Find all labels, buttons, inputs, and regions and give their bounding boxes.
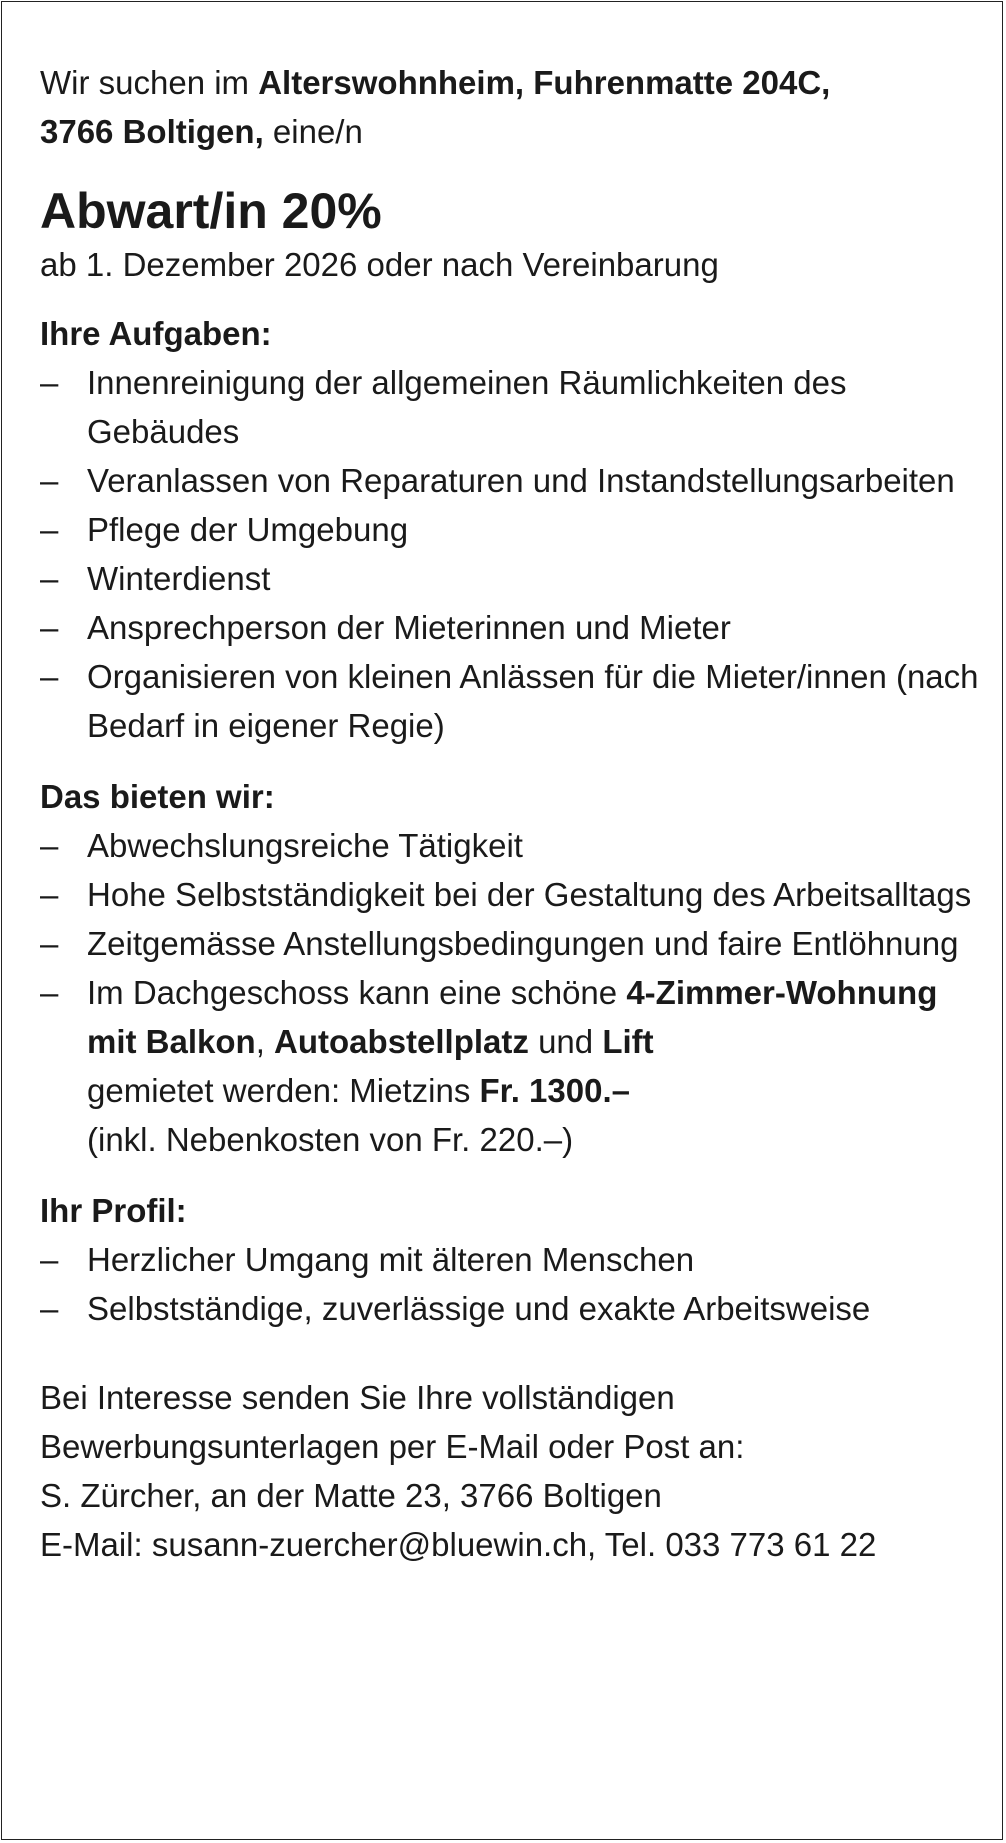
intro-suffix: eine/n <box>263 113 363 150</box>
profile-text: Selbstständige, zuverlässige und exakte Arbeitsweise <box>87 1290 871 1327</box>
bullet-dash: – <box>40 560 59 597</box>
bullet-dash: – <box>40 1241 59 1278</box>
lift-feature: Lift <box>602 1023 654 1060</box>
intro-prefix: Wir suchen im <box>40 64 259 101</box>
list-item <box>40 968 980 1164</box>
bullet-dash: – <box>40 511 59 548</box>
job-title: Abwart/in 20% <box>40 183 382 239</box>
task-text: Ansprechperson der Mieterinnen und Mieter <box>87 609 731 646</box>
contact-email-phone: E-Mail: susann-zuercher@bluewin.ch, Tel. 033 773 61 22 <box>40 1526 877 1563</box>
list-item <box>40 652 980 750</box>
bullet-dash: – <box>40 876 59 913</box>
list-item <box>40 603 980 652</box>
bullet-dash: – <box>40 925 59 962</box>
start-date: ab 1. Dezember 2026 oder nach Vereinbarung <box>40 246 719 283</box>
list-item <box>40 456 980 505</box>
parking-feature: Autoabstellplatz <box>274 1023 529 1060</box>
bullet-dash: – <box>40 1290 59 1327</box>
apartment-part: und <box>528 1023 603 1060</box>
apartment-part: (inkl. Nebenkosten von Fr. 220.–) <box>87 1121 574 1158</box>
offer-list <box>40 821 980 1164</box>
offer-heading: Das bieten wir: <box>40 778 275 815</box>
apartment-part: gemietet werden: Mietzins <box>87 1072 480 1109</box>
list-item <box>40 1235 980 1284</box>
task-text: Pflege der Umgebung <box>87 511 409 548</box>
intro-place: Alterswohnheim, Fuhrenmatte 204C, <box>258 64 831 101</box>
profile-list <box>40 1235 980 1333</box>
intro-town: 3766 Boltigen, <box>40 113 264 150</box>
task-text: Winterdienst <box>87 560 271 597</box>
list-item <box>40 821 980 870</box>
apartment-size: 4-Zimmer-Wohnung mit Balkon <box>87 974 938 1060</box>
list-item <box>40 1284 980 1333</box>
job-advertisement <box>40 58 980 1569</box>
intro-text <box>40 58 980 156</box>
contact-address: S. Zürcher, an der Matte 23, 3766 Boltigen <box>40 1477 662 1514</box>
bullet-dash: – <box>40 364 59 401</box>
apartment-part: , <box>255 1023 275 1060</box>
task-text: Veranlassen von Reparaturen und Instandstellungsarbeiten <box>87 462 955 499</box>
bullet-dash: – <box>40 609 59 646</box>
task-text: Organisieren von kleinen Anlässen für die Mieter/innen (nach Bedarf in eigener Regie) <box>87 658 979 744</box>
apartment-text <box>87 974 937 1158</box>
bullet-dash: – <box>40 974 59 1011</box>
profile-text: Herzlicher Umgang mit älteren Menschen <box>87 1241 695 1278</box>
list-item <box>40 554 980 603</box>
profile-heading: Ihr Profil: <box>40 1192 187 1229</box>
task-text: Innenreinigung der allgemeinen Räumlichkeiten des Gebäudes <box>87 364 847 450</box>
apartment-part: Im Dachgeschoss kann eine schöne <box>87 974 627 1011</box>
tasks-heading: Ihre Aufgaben: <box>40 315 272 352</box>
rent-amount: Fr. 1300.– <box>479 1072 630 1109</box>
bullet-dash: – <box>40 658 59 695</box>
contact-line: Bewerbungsunterlagen per E-Mail oder Post an: <box>40 1428 745 1465</box>
tasks-list <box>40 358 980 750</box>
contact-line: Bei Interesse senden Sie Ihre vollständigen <box>40 1379 675 1416</box>
offer-text: Hohe Selbstständigkeit bei der Gestaltung des Arbeitsalltags <box>87 876 972 913</box>
bullet-dash: – <box>40 827 59 864</box>
bullet-dash: – <box>40 462 59 499</box>
contact-block <box>40 1373 980 1569</box>
offer-text: Zeitgemässe Anstellungsbedingungen und faire Entlöhnung <box>87 925 959 962</box>
list-item <box>40 505 980 554</box>
offer-text: Abwechslungsreiche Tätigkeit <box>87 827 523 864</box>
list-item <box>40 358 980 456</box>
list-item <box>40 919 980 968</box>
list-item <box>40 870 980 919</box>
